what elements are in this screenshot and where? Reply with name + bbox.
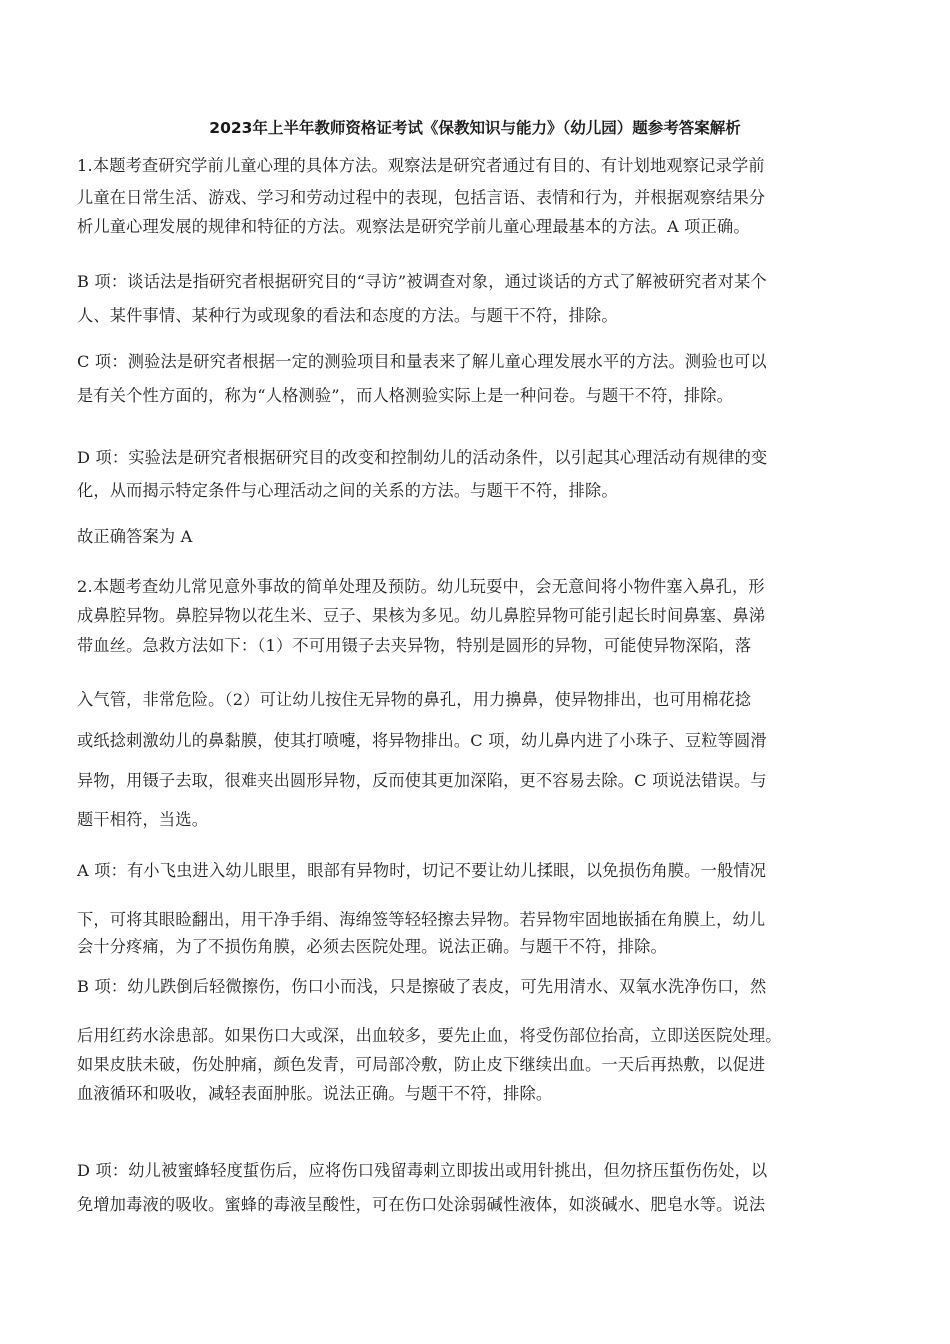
text-line: 或纸捻刺激幼儿的鼻黏膜，使其打喷嚏，将异物排出。C 项，幼儿鼻内进了小珠子、豆粒等圆滑 [77, 731, 767, 750]
text-line: 人、某件事情、某种行为或现象的看法和态度的方法。与题干不符，排除。 [77, 306, 618, 325]
text-line: 血液循环和吸收，减轻表面肿胀。说法正确。与题干不符，排除。 [77, 1084, 553, 1103]
text-line: 如果皮肤未破，伤处肿痛，颜色发青，可局部冷敷，防止皮下继续出血。一天后再热敷，以促进 [77, 1055, 766, 1074]
text-line: 后用红药水涂患部。如果伤口大或深，出血较多，要先止血，将受伤部位抬高，立即送医院处理。 [77, 1026, 782, 1045]
text-line: D 项：幼儿被蜜蜂轻度蜇伤后，应将伤口残留毒刺立即拔出或用针挑出，但勿挤压蜇伤伤处，以 [77, 1161, 768, 1180]
text-line: B 项：幼儿跌倒后轻微擦伤，伤口小而浅，只是擦破了表皮，可先用清水、双氧水洗净伤口，然 [77, 977, 767, 996]
text-line: 带血丝。急救方法如下：（1）不可用镊子去夹异物，特别是圆形的异物，可能使异物深陷，落 [77, 636, 752, 655]
text-line: 是有关个性方面的，称为“人格测验”，而人格测验实际上是一种问卷。与题干不符，排除。 [77, 386, 734, 405]
text-line: C 项：测验法是研究者根据一定的测验项目和量表来了解儿童心理发展水平的方法。测验也可以 [77, 352, 767, 371]
document-title: 2023年上半年教师资格证考试《保教知识与能力》（幼儿园）题参考答案解析 [209, 119, 741, 137]
text-line: 儿童在日常生活、游戏、学习和劳动过程中的表现，包括言语、表情和行为，并根据观察结果分 [77, 188, 766, 207]
text-line: 2.本题考查幼儿常见意外事故的简单处理及预防。幼儿玩耍中，会无意间将小物件塞入鼻孔，形 [77, 577, 765, 596]
text-line: D 项：实验法是研究者根据研究目的改变和控制幼儿的活动条件，以引起其心理活动有规律的变 [77, 448, 768, 467]
text-line: 1.本题考查研究学前儿童心理的具体方法。观察法是研究者通过有目的、有计划地观察记录学前 [77, 156, 765, 175]
text-line: 会十分疼痛，为了不损伤角膜，必须去医院处理。说法正确。与题干不符，排除。 [77, 937, 667, 956]
text-line: 故正确答案为 A [77, 527, 193, 546]
text-line: 成鼻腔异物。鼻腔异物以花生米、豆子、果核为多见。幼儿鼻腔异物可能引起长时间鼻塞、鼻涕 [77, 606, 766, 625]
text-line: 异物，用镊子去取，很难夹出圆形异物，反而使其更加深陷，更不容易去除。C 项说法错误。与 [77, 771, 767, 790]
text-line: 下，可将其眼睑翻出，用干净手绢、海绵签等轻轻擦去异物。若异物牢固地嵌插在角膜上，幼儿 [77, 910, 766, 929]
text-line: 化，从而揭示特定条件与心理活动之间的关系的方法。与题干不符，排除。 [77, 481, 618, 500]
text-line: B 项：谈话法是指研究者根据研究目的“寻访”被调查对象，通过谈话的方式了解被研究者对某个 [77, 272, 767, 291]
text-line: 入气管，非常危险。（2）可让幼儿按住无异物的鼻孔，用力擤鼻，使异物排出，也可用棉花捻 [77, 690, 752, 709]
text-line: 题干相符，当选。 [77, 810, 209, 829]
text-line: 免增加毒液的吸收。蜜蜂的毒液呈酸性，可在伤口处涂弱碱性液体，如淡碱水、肥皂水等。说法 [77, 1195, 766, 1214]
text-line: A 项：有小飞虫进入幼儿眼里，眼部有异物时，切记不要让幼儿揉眼，以免损伤角膜。一般情况 [77, 861, 767, 880]
text-line: 析儿童心理发展的规律和特征的方法。观察法是研究学前儿童心理最基本的方法。A 项正确。 [77, 217, 750, 236]
